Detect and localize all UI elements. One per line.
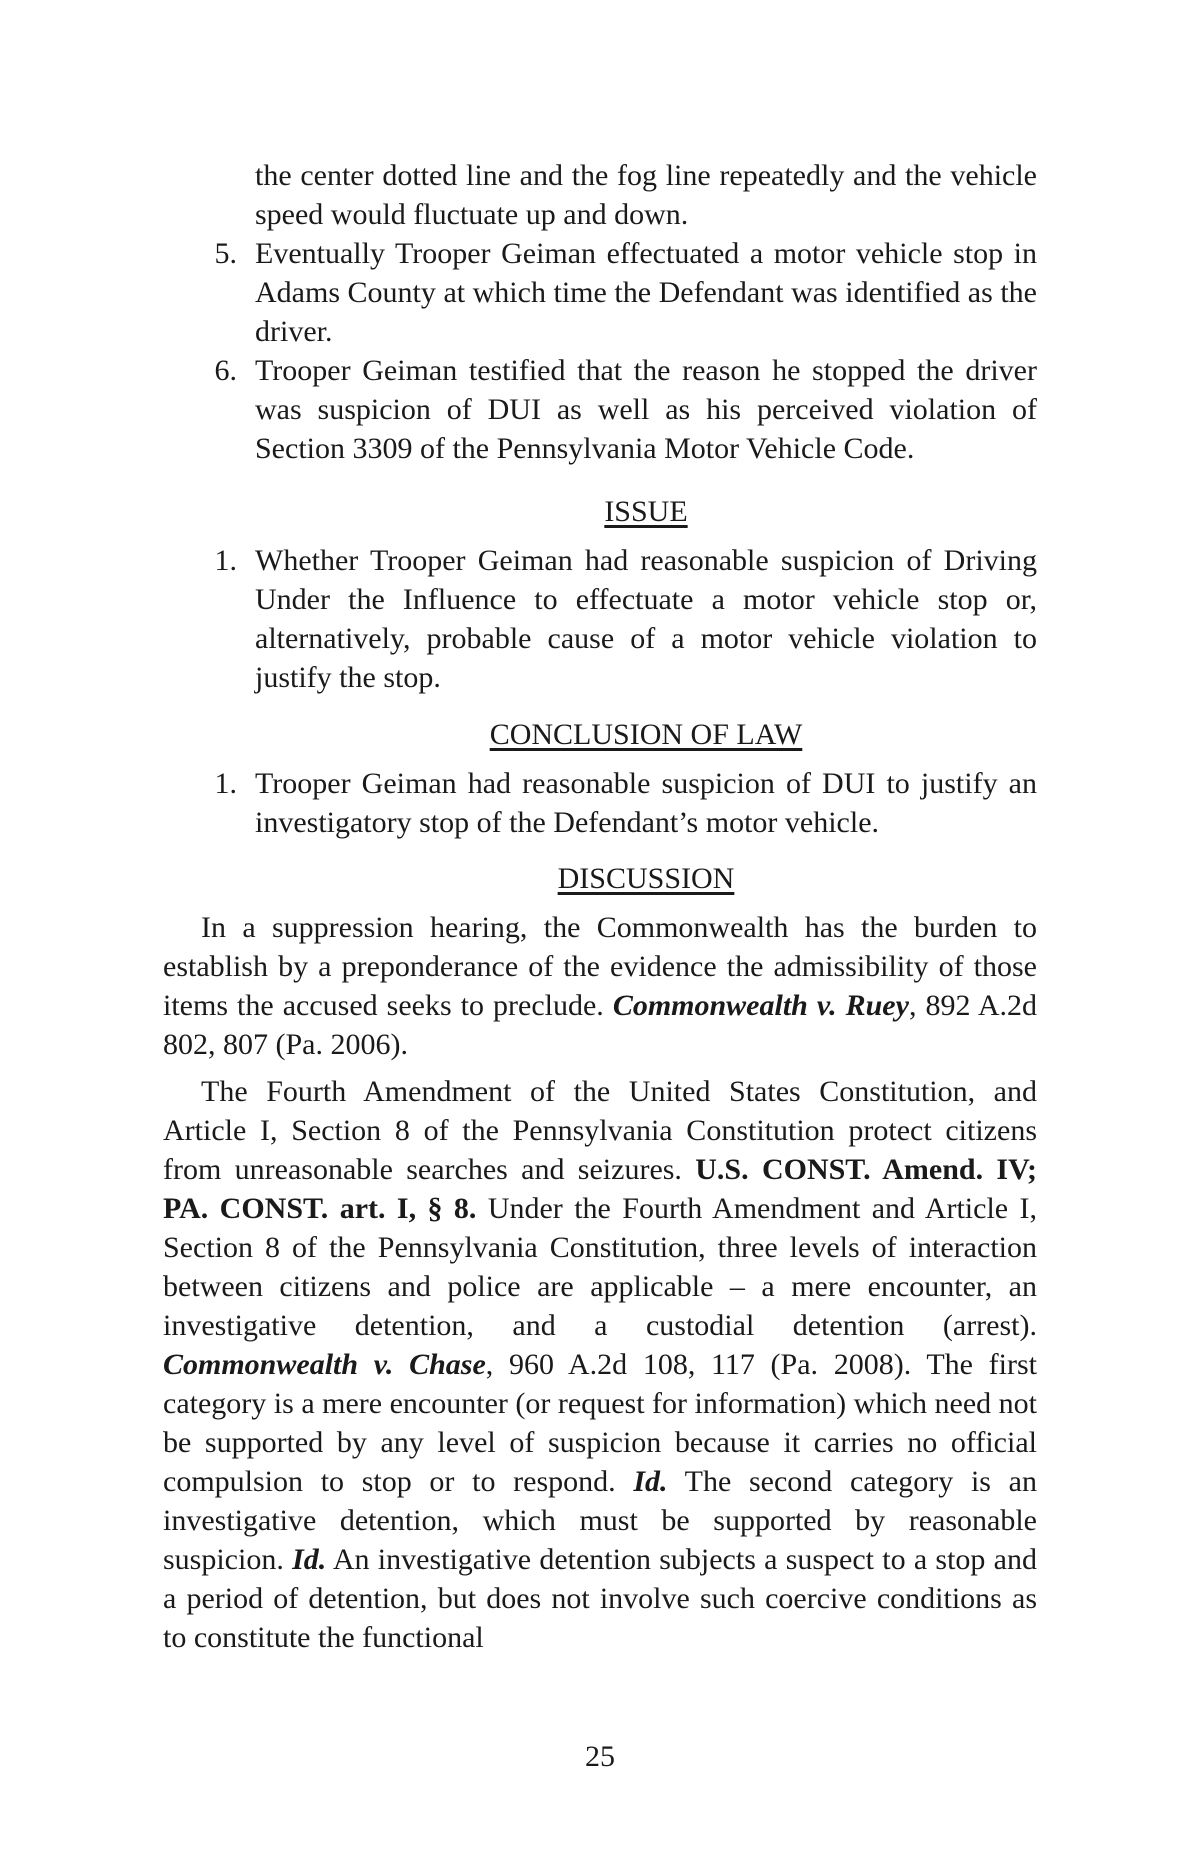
paragraph-text: , 960 A.2d 108, 117 (Pa. 2008). The first category is a mere encounter (or request for information) which need not be supported by any level of suspicion because it carries no official compulsion to stop or to respond. bbox=[163, 1348, 1037, 1498]
case-citation: Commonwealth v. Chase bbox=[163, 1348, 486, 1381]
finding-number: 6. bbox=[214, 354, 237, 387]
page-body bbox=[163, 156, 1037, 1657]
finding-number: 5. bbox=[214, 237, 237, 270]
finding-item-5 bbox=[163, 234, 1037, 351]
paragraph-text: In a suppression hearing, the Commonwealth has the burden to establish by a preponderance of the evidence the admissibility of those items the accused seeks to preclude. bbox=[163, 911, 1037, 1022]
conclusion-number: 1. bbox=[214, 767, 237, 800]
case-citation: Commonwealth v. Ruey bbox=[612, 989, 909, 1022]
discussion-heading: DISCUSSION bbox=[557, 862, 735, 895]
finding-text: Eventually Trooper Geiman effectuated a motor vehicle stop in Adams County at which time the Defendant was identified as the driver. bbox=[255, 237, 1037, 348]
issue-heading: ISSUE bbox=[604, 495, 688, 528]
finding-continued-text: the center dotted line and the fog line repeatedly and the vehicle speed would fluctuate up and down. bbox=[255, 159, 1037, 231]
paragraph-text: Under the Fourth Amendment and Article I, Section 8 of the Pennsylvania Constitution, three levels of interaction between citizens and police are applicable – a mere encounter, an investigative detention, and a custodial detention (arrest). bbox=[163, 1192, 1037, 1342]
conclusion-text: Trooper Geiman had reasonable suspicion of DUI to justify an investigatory stop of the Defendant’s motor vehicle. bbox=[255, 767, 1037, 839]
id-citation: Id. bbox=[633, 1465, 668, 1498]
page-number: 25 bbox=[585, 1740, 615, 1773]
finding-text: Trooper Geiman testified that the reason he stopped the driver was suspicion of DUI as well as his perceived violation of Section 3309 of the Pennsylvania Motor Vehicle Code. bbox=[255, 354, 1037, 465]
finding-item-6 bbox=[163, 351, 1037, 468]
discussion-paragraph-1 bbox=[163, 908, 1037, 1064]
id-citation: Id. bbox=[292, 1543, 327, 1576]
constitution-citation: U.S. CONST. Amend. IV; PA. CONST. art. I, § 8. bbox=[163, 1153, 1037, 1225]
paragraph-text: An investigative detention subjects a suspect to a stop and a period of detention, but does not involve such coercive conditions as to constitute the functional bbox=[163, 1543, 1037, 1654]
conclusion-heading: CONCLUSION OF LAW bbox=[489, 718, 803, 751]
issue-item-1 bbox=[163, 541, 1037, 697]
issue-number: 1. bbox=[214, 544, 237, 577]
issue-text: Whether Trooper Geiman had reasonable suspicion of Driving Under the Influence to effectuate a motor vehicle stop or, alternatively, probable cause of a motor vehicle violation to justify the stop. bbox=[255, 544, 1037, 694]
discussion-paragraph-2 bbox=[163, 1072, 1037, 1657]
conclusion-item-1 bbox=[163, 764, 1037, 842]
paragraph-text: The Fourth Amendment of the United States Constitution, and Article I, Section 8 of the Pennsylvania Constitution protect citizens from unreasonable searches and seizures. bbox=[163, 1075, 1037, 1186]
paragraph-text: , 892 A.2d 802, 807 (Pa. 2006). bbox=[163, 989, 1037, 1061]
paragraph-text: The second category is an investigative detention, which must be supported by reasonable suspicion. bbox=[163, 1465, 1037, 1576]
